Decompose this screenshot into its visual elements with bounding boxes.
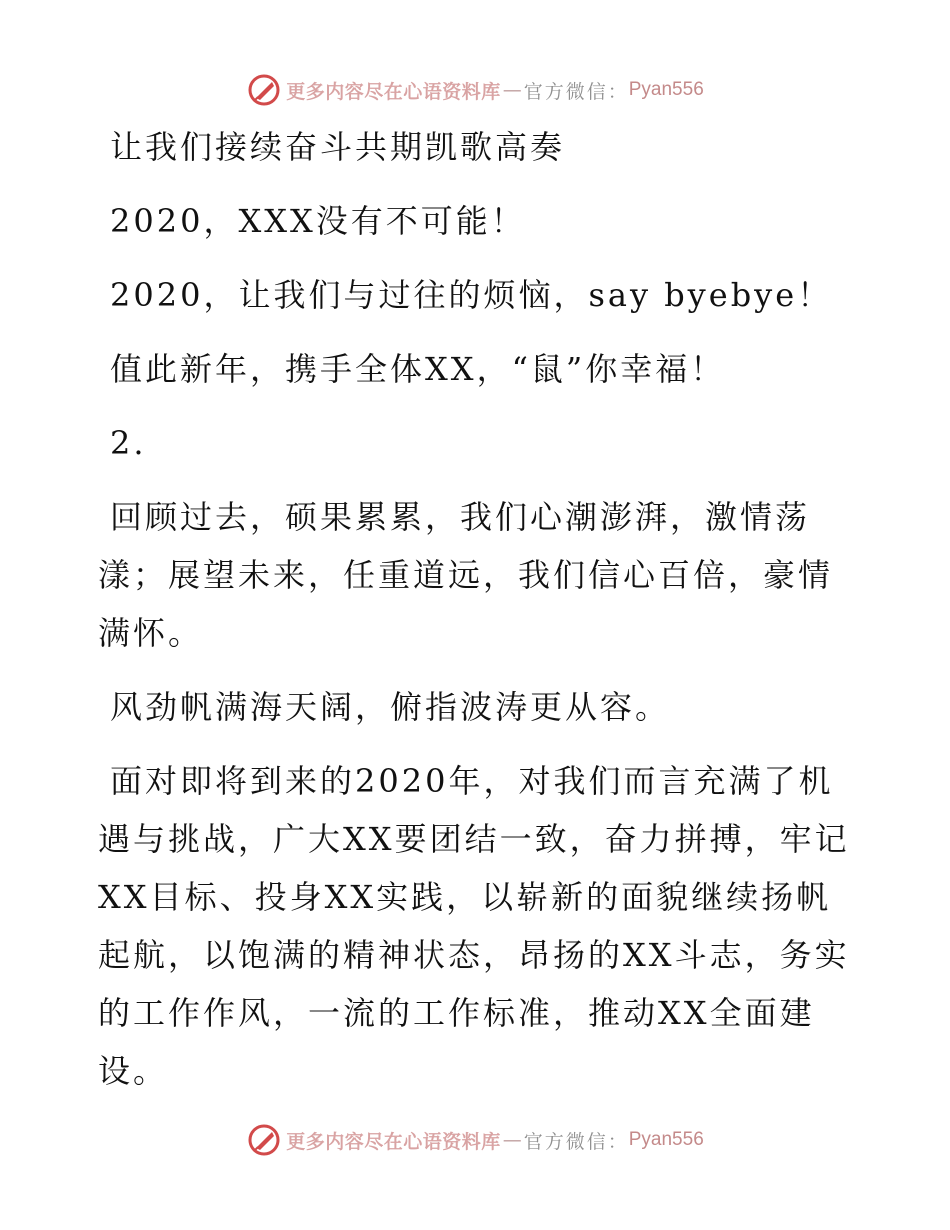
header-dash: — <box>502 79 522 101</box>
paragraph-3: 2020，让我们与过往的烦恼，say byebye！ <box>110 276 833 314</box>
header-banner <box>0 70 950 110</box>
header-brand-text: 更多内容尽在心语资料库 <box>286 80 501 103</box>
footer-wechat-id: Pyan556 <box>628 1129 704 1150</box>
document-body <box>98 118 858 1116</box>
section-number: 2. <box>110 424 147 462</box>
quill-pen-logo-icon <box>246 1122 282 1158</box>
header-official-label: 官方微信： <box>523 80 629 103</box>
paragraph-2: 2020，XXX没有不可能！ <box>110 202 526 240</box>
footer-official-label: 官方微信： <box>523 1130 629 1153</box>
quill-pen-logo-icon <box>246 72 282 108</box>
footer-brand-text: 更多内容尽在心语资料库 <box>286 1130 501 1153</box>
paragraph-5: 回顾过去，硕果累累，我们心潮澎湃，激情荡漾；展望未来，任重道远，我们信心百倍，豪情满怀。 <box>98 498 834 652</box>
paragraph-6: 风劲帆满海天阔，俯指波涛更从容。 <box>110 688 671 726</box>
footer-banner <box>0 1120 950 1160</box>
paragraph-1: 让我们接续奋斗共期凯歌高奏 <box>110 128 566 166</box>
header-wechat-id: Pyan556 <box>628 79 704 100</box>
paragraph-4: 值此新年，携手全体XX，“鼠”你幸福！ <box>110 350 726 388</box>
paragraph-7: 面对即将到来的2020年，对我们而言充满了机遇与挑战，广大XX要团结一致，奋力拼搏，牢记XX目标、投身XX实践，以崭新的面貌继续扬帆起航，以饱满的精神状态，昂扬的XX斗志，务实的工作作风，一流的工作标准，推动XX全面建设。 <box>98 762 850 1090</box>
footer-dash: — <box>502 1129 522 1151</box>
